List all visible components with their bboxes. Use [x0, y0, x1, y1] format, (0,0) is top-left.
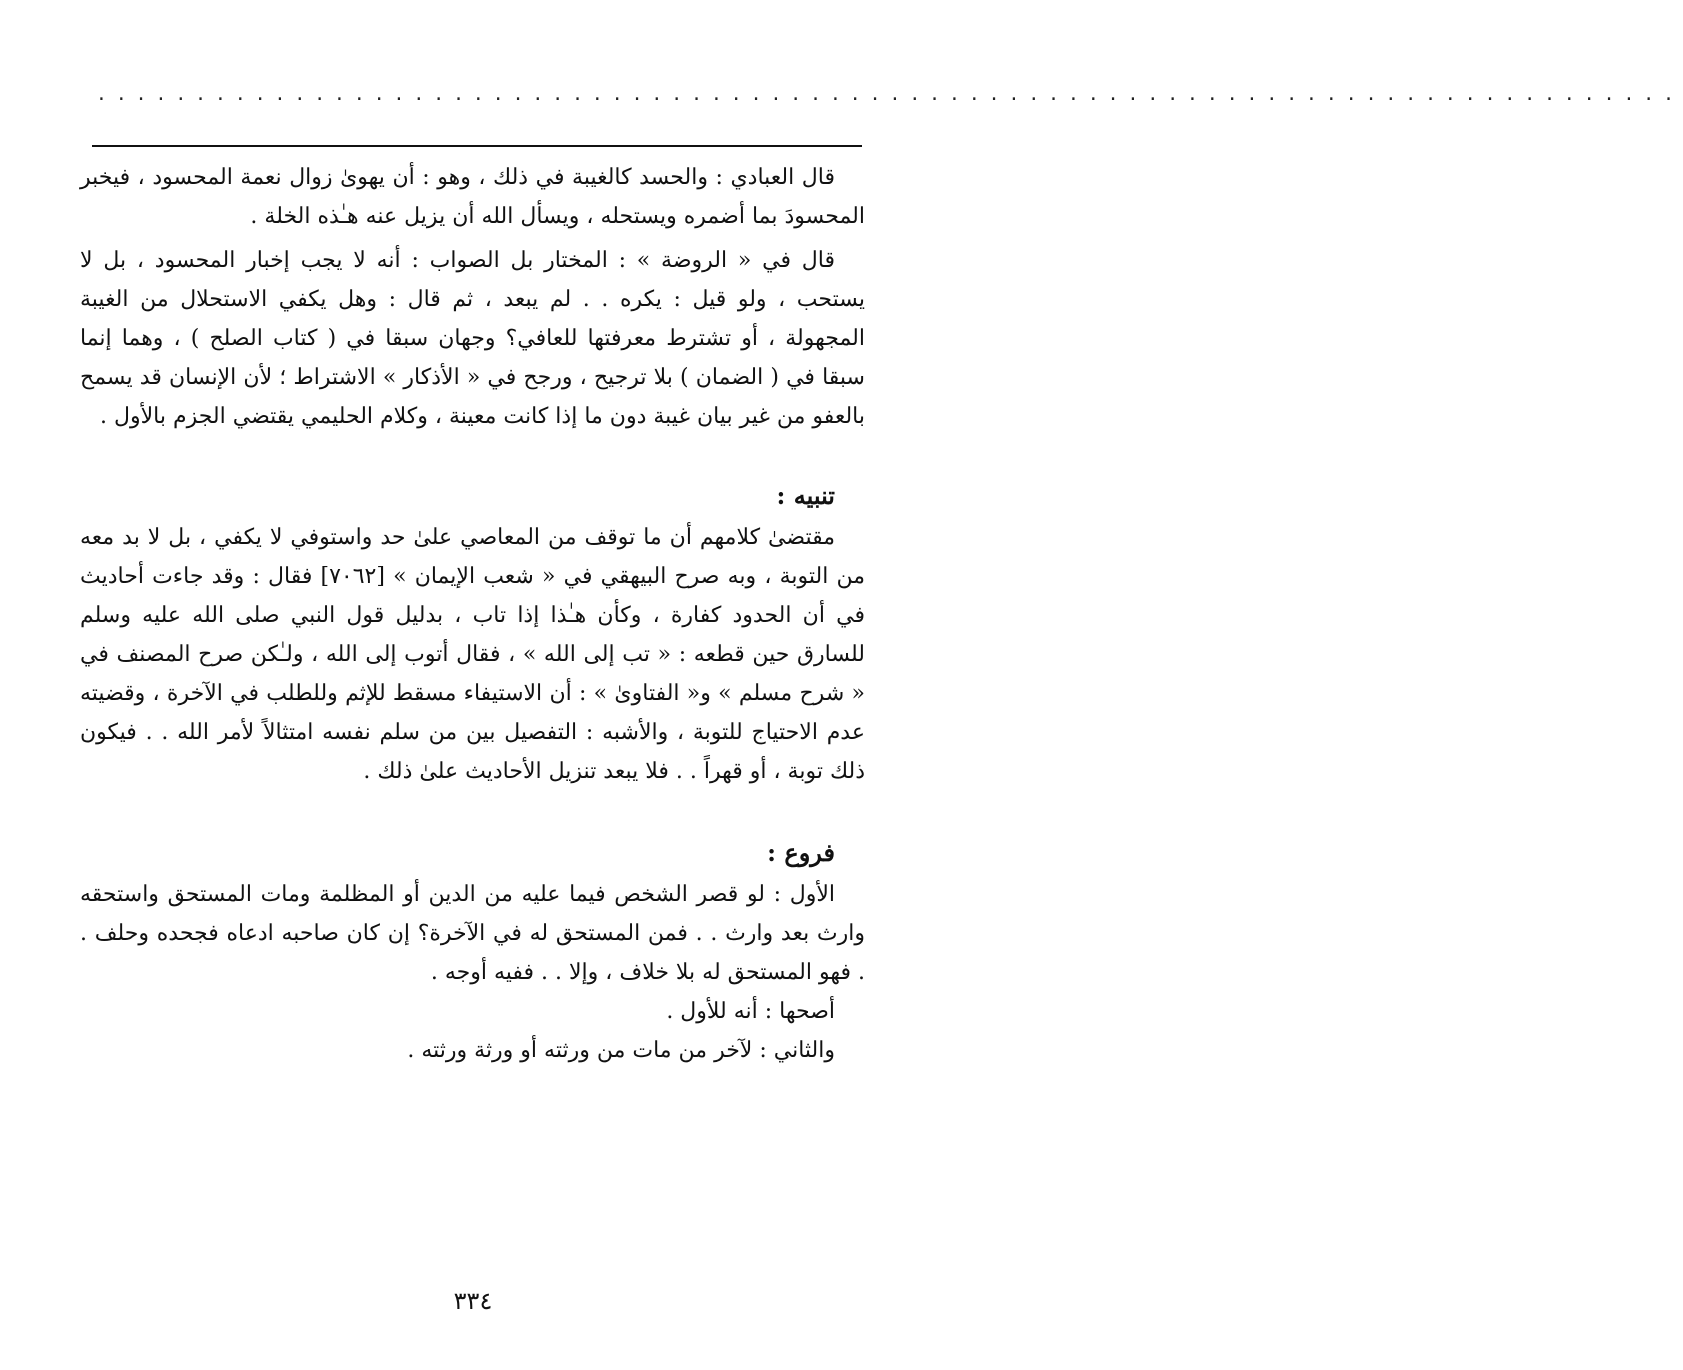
page-number: ٣٣٤	[453, 1287, 493, 1315]
header-rule	[92, 145, 862, 147]
paragraph-second: والثاني : لآخر من مات من ورثته أو ورثة ورثته .	[407, 1038, 835, 1063]
paragraph-rawda: قال في « الروضة » : المختار بل الصواب : أنه لا يجب إخبار المحسود ، بل لا يستحب ، ولو قيل : يكره . . لم يبعد ، ثم قال : وهل يكفي الاستحلال من الغيبة المجهولة ، أو تشترط معرفتها للعافي؟ وجهان سبقا في ( كتاب الصلح ) ، وهما إنما سبقا في ( الضمان ) بلا ترجيح ، ورجح في « الأذكار » الاشتراط ؛ لأن الإنسان قد يسمح بالعفو من غير بيان غيبة دون ما إذا كانت معينة ، وكلام الحليمي يقتضي الجزم بالأول .	[80, 248, 865, 429]
main-text	[80, 158, 865, 1070]
paragraph-first: الأول : لو قصر الشخص فيما عليه من الدين أو المظلمة ومات المستحق واستحقه وارث بعد وارث . . فمن المستحق له في الآخرة؟ إن كان صاحبه ادعاه فجحده وحلف . . فهو المستحق له بلا خلاف ، وإلا . . ففيه أوجه .	[80, 882, 865, 985]
paragraph-most-correct: أصحها : أنه للأول .	[666, 999, 835, 1024]
paragraph-ibadi: قال العبادي : والحسد كالغيبة في ذلك ، وهو : أن يهوىٰ زوال نعمة المحسود ، فيخبر المحسودَ بما أضمره ويستحله ، ويسأل الله أن يزيل عنه هـٰذه الخلة .	[80, 165, 865, 229]
heading-tanbih: تنبيه :	[776, 481, 835, 510]
dotted-header-line: ................................................................................	[96, 84, 1683, 105]
heading-furu: فروع :	[767, 838, 835, 867]
paragraph-tanbih: مقتضىٰ كلامهم أن ما توقف من المعاصي علىٰ حد واستوفي لا يكفي ، بل لا بد معه من التوبة ، وبه صرح البيهقي في « شعب الإيمان » [٧٠٦٢] فقال : وقد جاءت أحاديث في أن الحدود كفارة ، وكأن هـٰذا إذا تاب ، بدليل قول النبي صلى الله عليه وسلم للسارق حين قطعه : « تب إلى الله » ، فقال أتوب إلى الله ، ولـٰكن صرح المصنف في « شرح مسلم » و« الفتاوىٰ » : أن الاستيفاء مسقط للإثم وللطلب في الآخرة ، وقضيته عدم الاحتياج للتوبة ، والأشبه : التفصيل بين من سلم نفسه امتثالاً لأمر الله . . فيكون ذلك توبة ، أو قهراً . . فلا يبعد تنزيل الأحاديث علىٰ ذلك .	[80, 525, 866, 784]
